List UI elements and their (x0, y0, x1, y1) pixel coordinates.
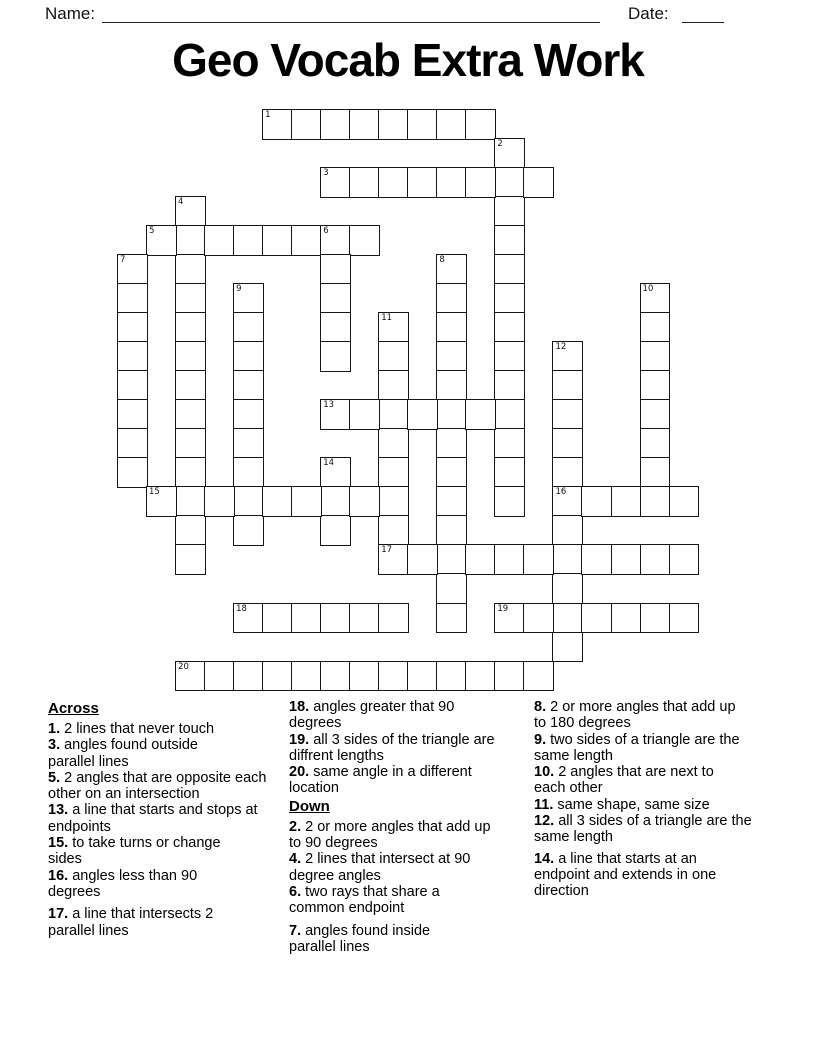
grid-cell[interactable] (291, 225, 322, 256)
grid-cell[interactable] (233, 457, 264, 488)
clue-text: 2 angles that are next to each other (534, 764, 714, 797)
clue-across-5 (48, 770, 268, 803)
clue-number: 18. (289, 699, 310, 715)
grid-cell[interactable] (349, 603, 380, 634)
grid-cell[interactable] (117, 399, 148, 430)
grid-cell[interactable] (320, 661, 351, 692)
grid-cell[interactable] (494, 661, 525, 692)
clue-number: 7. (289, 922, 302, 939)
grid-cell[interactable] (436, 486, 467, 517)
grid-cell[interactable] (494, 544, 525, 575)
grid-cell[interactable] (494, 254, 525, 285)
grid-cell[interactable] (436, 603, 467, 634)
grid-cell[interactable] (349, 399, 380, 430)
clue-number: 11. (534, 796, 554, 813)
clue-down-6 (289, 884, 471, 917)
grid-cell[interactable] (378, 312, 409, 343)
grid-cell[interactable] (320, 312, 351, 343)
grid-cell[interactable] (175, 544, 206, 575)
grid-cell[interactable] (320, 225, 351, 256)
clue-number: 4. (289, 851, 302, 868)
clue-text: 2 lines that intersect at 90 degree angles (289, 851, 471, 884)
grid-cell[interactable] (494, 341, 525, 372)
down-heading: Down (289, 797, 330, 815)
grid-cell[interactable] (233, 399, 264, 430)
clue-text: to take turns or change sides (48, 835, 221, 868)
grid-cell[interactable] (378, 486, 409, 517)
grid-cell[interactable] (552, 399, 583, 430)
clue-number: 19. (289, 731, 310, 748)
grid-cell[interactable] (378, 544, 409, 575)
grid-cell[interactable] (175, 428, 206, 459)
grid-cell[interactable] (175, 341, 206, 372)
clue-number: 15. (48, 835, 69, 852)
grid-cell[interactable] (175, 254, 206, 285)
clue-number: 5. (48, 769, 61, 786)
grid-cell[interactable] (552, 573, 583, 604)
grid-cell[interactable] (117, 312, 148, 343)
clue-down-8 (534, 699, 744, 732)
grid-cell[interactable] (320, 109, 351, 140)
grid-cell[interactable] (552, 428, 583, 459)
grid-cell[interactable] (407, 661, 438, 692)
grid-cell[interactable] (320, 603, 351, 634)
grid-cell[interactable] (581, 544, 612, 575)
cell-number: 2 (497, 139, 503, 150)
clue-text: 2 lines that never touch (60, 721, 215, 737)
grid-cell[interactable] (640, 544, 671, 575)
grid-cell[interactable] (175, 225, 206, 256)
grid-cell[interactable] (640, 341, 671, 372)
grid-cell[interactable] (436, 457, 467, 488)
clue-number: 17. (48, 906, 69, 923)
grid-cell[interactable] (523, 167, 554, 198)
cell-number: 10 (642, 284, 654, 295)
grid-cell[interactable] (175, 457, 206, 488)
grid-cell[interactable] (291, 486, 322, 517)
grid-cell[interactable] (611, 544, 642, 575)
grid-cell[interactable] (320, 399, 351, 430)
grid-cell[interactable] (494, 399, 525, 430)
grid-cell[interactable] (523, 544, 554, 575)
grid-cell[interactable] (349, 225, 380, 256)
cell-number: 8 (439, 255, 445, 266)
grid-cell[interactable] (611, 603, 642, 634)
grid-cell[interactable] (233, 225, 264, 256)
grid-cell[interactable] (407, 109, 438, 140)
cell-number: 19 (497, 603, 509, 614)
grid-cell[interactable] (436, 254, 467, 285)
clue-across-18 (289, 699, 487, 732)
grid-cell[interactable] (436, 109, 467, 140)
grid-cell[interactable] (494, 167, 525, 198)
clue-across-1 (48, 721, 286, 737)
grid-cell[interactable] (494, 428, 525, 459)
grid-cell[interactable] (669, 603, 700, 634)
grid-cell[interactable] (117, 283, 148, 314)
clue-across-17 (48, 906, 258, 939)
grid-cell[interactable] (320, 341, 351, 372)
date-label: Date: (628, 4, 669, 23)
grid-cell[interactable] (262, 486, 293, 517)
grid-cell[interactable] (640, 370, 671, 401)
grid-cell[interactable] (552, 544, 583, 575)
grid-cell[interactable] (349, 167, 380, 198)
grid-cell[interactable] (117, 370, 148, 401)
grid-cell[interactable] (552, 370, 583, 401)
grid-cell[interactable] (349, 109, 380, 140)
clue-text: a line that starts and stops at endpoints (48, 802, 258, 835)
grid-cell[interactable] (204, 486, 235, 517)
grid-cell[interactable] (640, 486, 671, 517)
grid-cell[interactable] (146, 486, 177, 517)
grid-cell[interactable] (436, 428, 467, 459)
page-title: Geo Vocab Extra Work (172, 34, 644, 86)
grid-cell[interactable] (523, 661, 554, 692)
cell-number: 3 (323, 168, 329, 179)
grid-cell[interactable] (291, 603, 322, 634)
clue-text: 2 or more angles that add up to 90 degrees (289, 818, 491, 852)
grid-cell[interactable] (436, 399, 467, 430)
grid-cell[interactable] (494, 283, 525, 314)
grid-cell[interactable] (233, 312, 264, 343)
grid-cell[interactable] (291, 661, 322, 692)
grid-cell[interactable] (262, 603, 293, 634)
grid-cell[interactable] (494, 225, 525, 256)
clue-down-10 (534, 764, 746, 797)
grid-cell[interactable] (436, 283, 467, 314)
grid-cell[interactable] (436, 370, 467, 401)
date-fill-line[interactable] (682, 4, 724, 23)
clue-across-15 (48, 835, 252, 868)
clue-text: angles found outside parallel lines (48, 737, 198, 770)
grid-cell[interactable] (378, 109, 409, 140)
cell-number: 14 (323, 458, 335, 469)
grid-cell[interactable] (117, 457, 148, 488)
clue-text: two sides of a triangle are the same length (534, 731, 740, 764)
grid-cell[interactable] (436, 544, 467, 575)
grid-cell[interactable] (436, 661, 467, 692)
clue-number: 2. (289, 818, 302, 835)
grid-cell[interactable] (349, 661, 380, 692)
clue-down-9 (534, 732, 752, 765)
clue-number: 1. (48, 721, 61, 737)
grid-cell[interactable] (494, 138, 525, 169)
grid-cell[interactable] (233, 603, 264, 634)
grid-cell[interactable] (407, 167, 438, 198)
grid-cell[interactable] (320, 254, 351, 285)
clue-number: 16. (48, 867, 69, 884)
clue-down-12 (534, 813, 764, 846)
grid-cell[interactable] (320, 167, 351, 198)
clue-text: a line that starts at an endpoint and extends in one direction (534, 850, 717, 900)
grid-cell[interactable] (320, 457, 351, 488)
across-heading: Across (48, 700, 99, 717)
clue-across-16 (48, 868, 224, 901)
clue-column-1 (48, 699, 286, 939)
clue-across-3 (48, 737, 228, 770)
grid-cell[interactable] (436, 312, 467, 343)
grid-cell[interactable] (349, 486, 380, 517)
grid-cell[interactable] (640, 312, 671, 343)
grid-cell[interactable] (320, 515, 351, 546)
grid-cell[interactable] (378, 457, 409, 488)
clue-text: same angle in a different location (289, 764, 472, 797)
name-fill-line[interactable] (102, 4, 600, 23)
grid-cell[interactable] (552, 457, 583, 488)
grid-cell[interactable] (233, 428, 264, 459)
clue-text: 2 angles that are opposite each other on an intersection (48, 769, 267, 803)
cell-number: 5 (149, 226, 155, 237)
grid-cell[interactable] (407, 399, 438, 430)
grid-cell[interactable] (378, 167, 409, 198)
cell-number: 18 (236, 603, 247, 614)
cell-number: 12 (555, 342, 567, 353)
grid-cell[interactable] (465, 167, 496, 198)
grid-cell[interactable] (204, 661, 235, 692)
grid-cell[interactable] (378, 428, 409, 459)
grid-cell[interactable] (465, 544, 496, 575)
grid-cell[interactable] (233, 283, 264, 314)
grid-cell[interactable] (175, 515, 206, 546)
grid-cell[interactable] (175, 196, 206, 227)
grid-cell[interactable] (175, 399, 206, 430)
grid-cell[interactable] (465, 399, 496, 430)
crossword-grid (117, 109, 707, 699)
grid-cell[interactable] (581, 603, 612, 634)
clue-number: 20. (289, 764, 310, 781)
clue-number: 3. (48, 737, 61, 754)
clue-number: 14. (534, 850, 555, 867)
name-label: Name: (45, 4, 96, 23)
clue-number: 9. (534, 731, 547, 748)
grid-cell[interactable] (611, 486, 642, 517)
grid-cell[interactable] (320, 283, 351, 314)
grid-cell[interactable] (262, 225, 293, 256)
grid-cell[interactable] (669, 544, 700, 575)
grid-cell[interactable] (378, 515, 409, 546)
grid-cell[interactable] (378, 603, 409, 634)
grid-cell[interactable] (262, 661, 293, 692)
cell-number: 6 (323, 226, 329, 237)
grid-cell[interactable] (233, 341, 264, 372)
grid-cell[interactable] (640, 399, 671, 430)
clue-text: a line that intersects 2 parallel lines (48, 906, 214, 939)
grid-cell[interactable] (378, 661, 409, 692)
clue-down-4 (289, 851, 511, 884)
clue-text: 2 or more angles that add up to 180 degrees (534, 699, 736, 732)
grid-cell[interactable] (378, 341, 409, 372)
grid-cell[interactable] (436, 573, 467, 604)
cell-number: 7 (120, 255, 126, 266)
grid-cell[interactable] (175, 283, 206, 314)
clue-across-19 (289, 732, 513, 765)
grid-cell[interactable] (494, 312, 525, 343)
grid-cell[interactable] (291, 109, 322, 140)
grid-cell[interactable] (320, 486, 351, 517)
grid-cell[interactable] (146, 225, 177, 256)
grid-cell[interactable] (494, 603, 525, 634)
clue-number: 6. (289, 883, 302, 900)
clue-down-11 (534, 797, 788, 813)
clue-column-3 (534, 699, 788, 900)
grid-cell[interactable] (494, 486, 525, 517)
cell-number: 9 (236, 284, 242, 295)
clue-text: angles greater that 90 degrees (289, 699, 455, 732)
cell-number: 1 (265, 110, 271, 120)
grid-cell[interactable] (552, 603, 583, 634)
grid-cell[interactable] (378, 399, 409, 430)
grid-cell[interactable] (640, 283, 671, 314)
clue-across-20 (289, 764, 505, 797)
grid-cell[interactable] (640, 603, 671, 634)
grid-cell[interactable] (233, 370, 264, 401)
grid-cell[interactable] (465, 109, 496, 140)
cell-number: 20 (178, 661, 189, 672)
cell-number: 15 (149, 487, 160, 498)
grid-cell[interactable] (494, 457, 525, 488)
grid-cell[interactable] (117, 254, 148, 285)
grid-cell[interactable] (581, 486, 612, 517)
grid-cell[interactable] (552, 632, 583, 663)
grid-cell[interactable] (233, 486, 264, 517)
grid-cell[interactable] (407, 544, 438, 575)
grid-cell[interactable] (175, 370, 206, 401)
grid-cell[interactable] (117, 428, 148, 459)
grid-cell[interactable] (233, 661, 264, 692)
grid-cell[interactable] (262, 109, 293, 140)
cell-number: 4 (178, 197, 184, 208)
clue-text: all 3 sides of the triangle are diffrent lengths (289, 731, 495, 764)
clue-text: angles less than 90 degrees (48, 867, 198, 900)
clue-text: two rays that share a common endpoint (289, 883, 440, 917)
grid-cell[interactable] (494, 196, 525, 227)
clue-text: angles found inside parallel lines (289, 922, 431, 955)
clue-number: 8. (534, 699, 547, 715)
clue-number: 12. (534, 813, 555, 830)
grid-cell[interactable] (204, 225, 235, 256)
grid-cell[interactable] (494, 370, 525, 401)
grid-cell[interactable] (436, 341, 467, 372)
clue-text: same shape, same size (553, 796, 710, 813)
grid-cell[interactable] (233, 515, 264, 546)
cell-number: 16 (555, 487, 567, 498)
clue-down-7 (289, 923, 455, 956)
clue-number: 13. (48, 802, 69, 819)
cell-number: 13 (323, 400, 335, 411)
grid-cell[interactable] (117, 341, 148, 372)
grid-cell[interactable] (378, 370, 409, 401)
clue-across-13 (48, 802, 280, 835)
grid-cell[interactable] (552, 341, 583, 372)
cell-number: 17 (381, 545, 393, 556)
clue-down-14 (534, 851, 738, 900)
grid-cell[interactable] (523, 603, 554, 634)
grid-cell[interactable] (552, 515, 583, 546)
grid-cell[interactable] (175, 312, 206, 343)
grid-cell[interactable] (436, 515, 467, 546)
grid-cell[interactable] (436, 167, 467, 198)
cell-number: 11 (381, 313, 393, 324)
grid-cell[interactable] (465, 661, 496, 692)
clue-column-2 (289, 699, 527, 955)
clue-down-2 (289, 819, 495, 852)
grid-cell[interactable] (669, 486, 700, 517)
grid-cell[interactable] (552, 486, 583, 517)
grid-cell[interactable] (640, 457, 671, 488)
grid-cell[interactable] (175, 661, 206, 692)
clue-number: 10. (534, 764, 555, 781)
grid-cell[interactable] (640, 428, 671, 459)
grid-cell[interactable] (175, 486, 206, 517)
clue-text: all 3 sides of a triangle are the same length (534, 813, 752, 846)
